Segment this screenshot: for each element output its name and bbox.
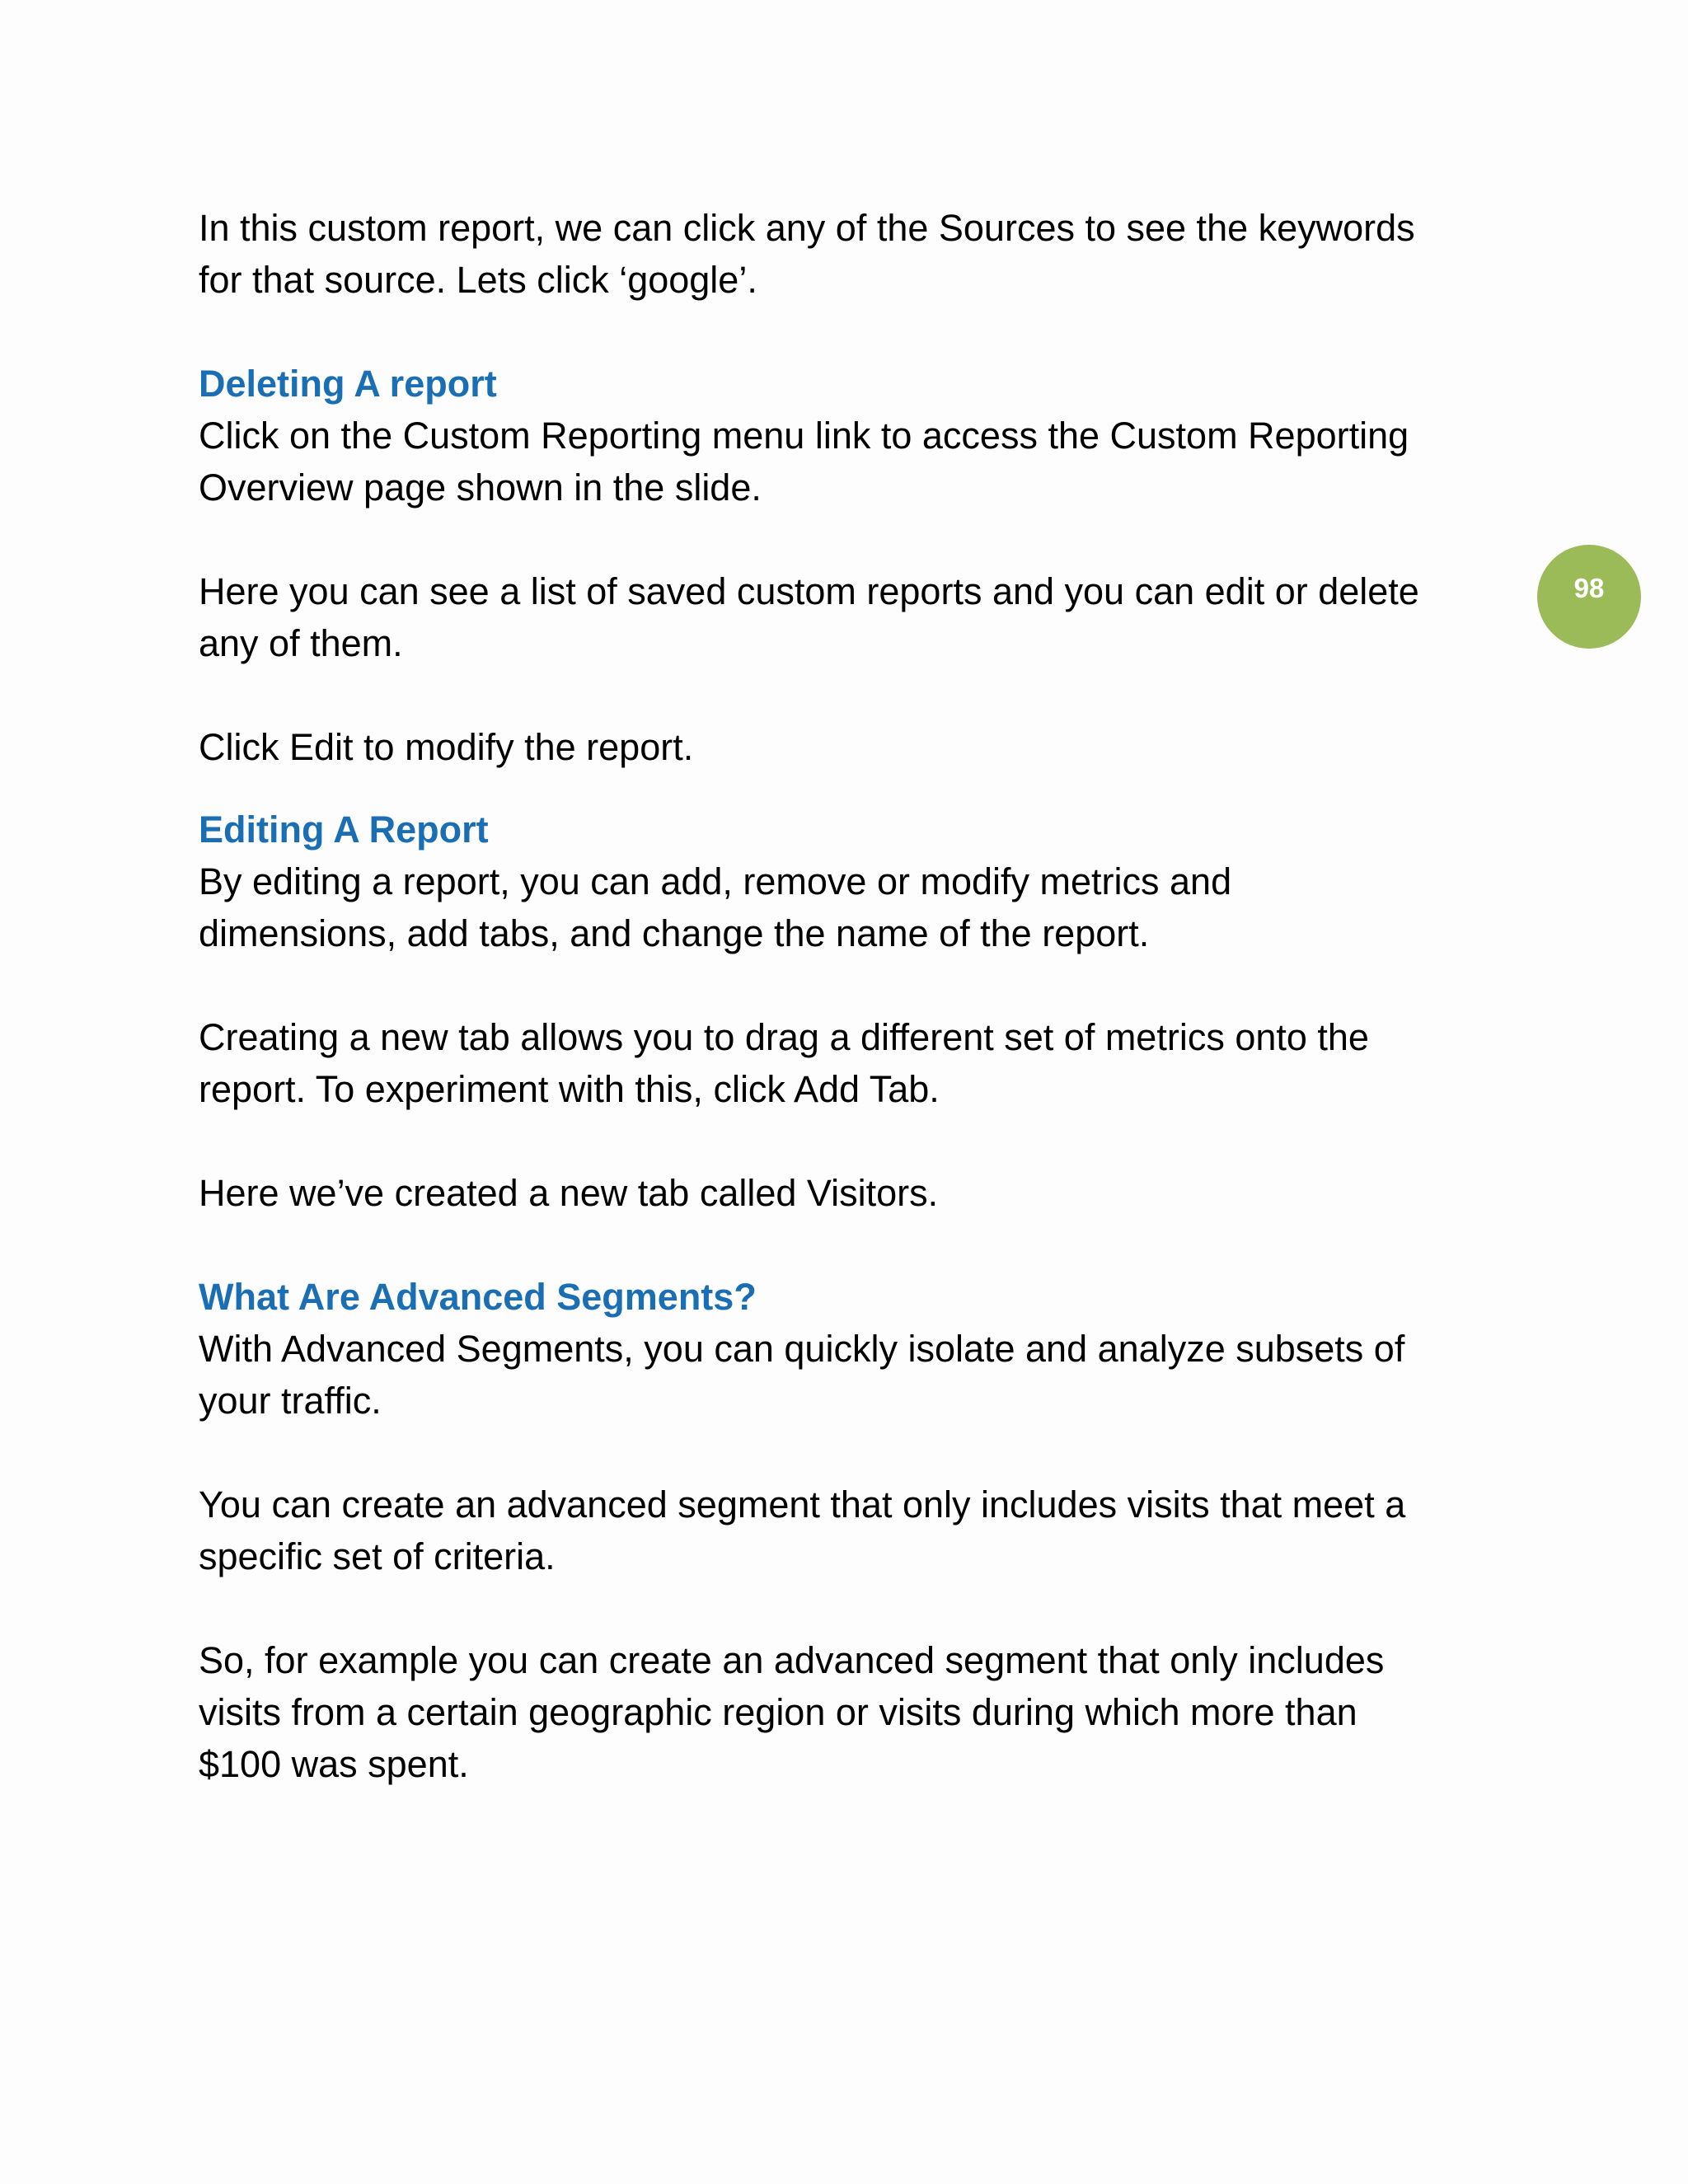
text-line: Here you can see a list of saved custom reports and you can edit or delete (199, 570, 1419, 612)
text-line: report. To experiment with this, click Add Tab. (199, 1068, 940, 1110)
text-line: for that source. Lets click ‘google’. (199, 259, 757, 301)
text-line: You can create an advanced segment that only includes visits that meet a (199, 1483, 1406, 1526)
text-line: $100 was spent. (199, 1743, 469, 1785)
text-line: Here we’ve created a new tab called Visitors. (199, 1172, 939, 1214)
section-heading-advanced-segments: What Are Advanced Segments? (199, 1276, 757, 1318)
text-line: visits from a certain geographic region or visits during which more than (199, 1691, 1357, 1733)
body-paragraph (199, 855, 1484, 959)
text-line: specific set of criteria. (199, 1535, 556, 1577)
text-line: dimensions, add tabs, and change the name of the report. (199, 912, 1150, 954)
page-number: 98 (1573, 573, 1605, 603)
body-paragraph (199, 1011, 1484, 1115)
section-heading-deleting-report: Deleting A report (199, 363, 497, 405)
text-line: With Advanced Segments, you can quickly isolate and analyze subsets of (199, 1328, 1405, 1370)
text-line: Overview page shown in the slide. (199, 466, 762, 509)
body-paragraph (199, 565, 1484, 669)
text-line: So, for example you can create an advanced segment that only includes (199, 1639, 1385, 1681)
text-line: Click on the Custom Reporting menu link to access the Custom Reporting (199, 415, 1409, 457)
body-paragraph (199, 1323, 1484, 1427)
section-heading-editing-report: Editing A Report (199, 808, 489, 851)
body-paragraph (199, 1634, 1484, 1790)
body-paragraph (199, 410, 1484, 513)
page-number-badge (1537, 545, 1641, 649)
page-content (199, 202, 1484, 1842)
text-line: Creating a new tab allows you to drag a different set of metrics onto the (199, 1016, 1369, 1058)
text-line: In this custom report, we can click any of the Sources to see the keywords (199, 207, 1415, 249)
intro-paragraph (199, 202, 1484, 306)
text-line: your traffic. (199, 1380, 382, 1422)
body-paragraph (199, 1479, 1484, 1582)
body-paragraph (199, 1167, 1484, 1219)
text-line: By editing a report, you can add, remove or modify metrics and (199, 860, 1232, 902)
text-line: Click Edit to modify the report. (199, 726, 694, 768)
body-paragraph (199, 721, 1484, 773)
text-line: any of them. (199, 622, 403, 664)
